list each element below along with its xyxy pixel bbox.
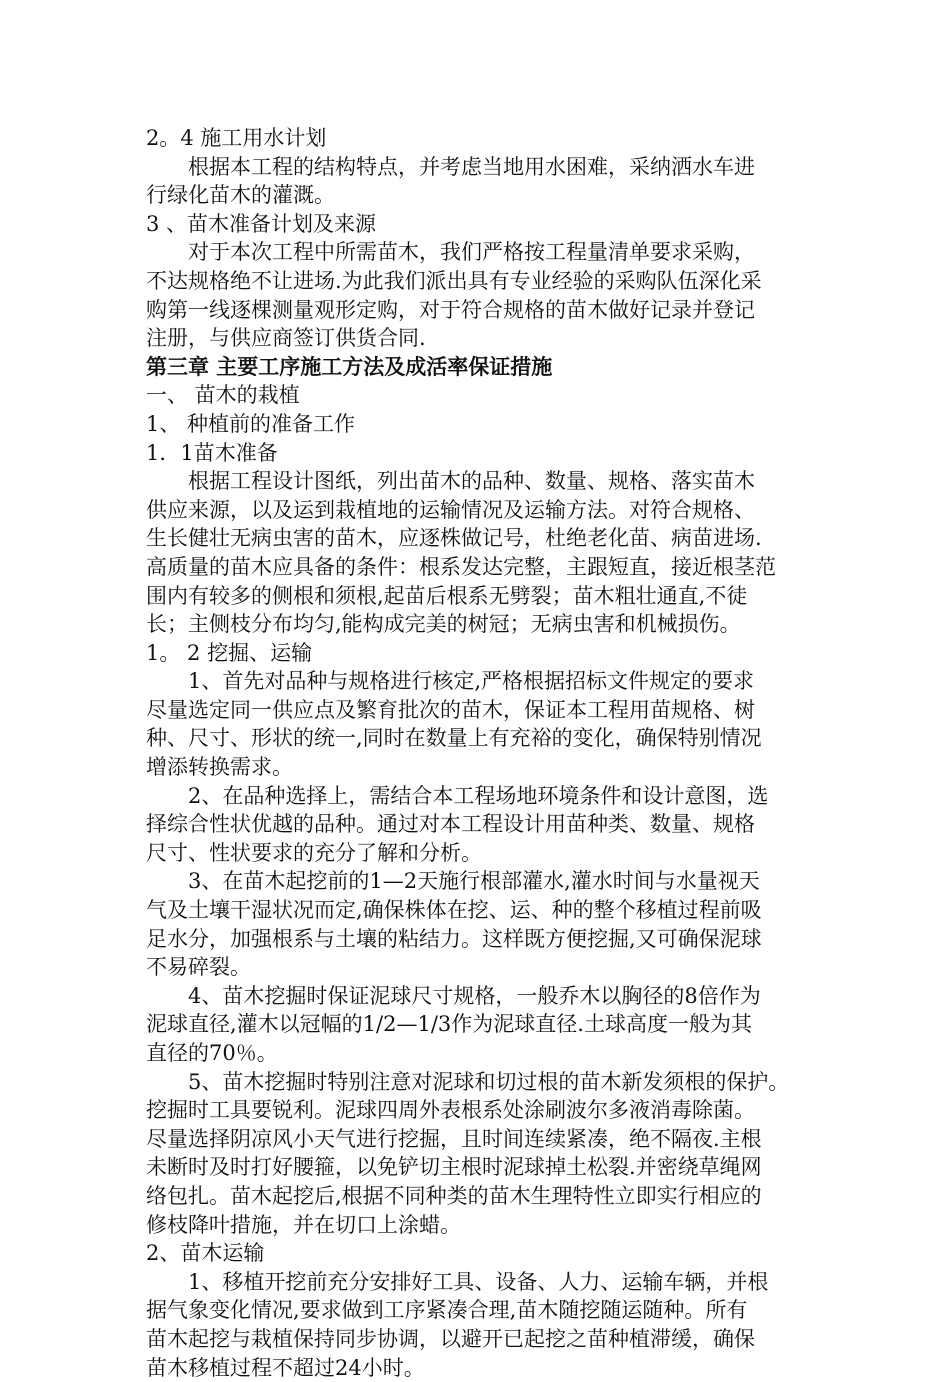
text-line: 修枝降叶措施，并在切口上涂蜡。 <box>146 1212 461 1237</box>
text-line: 足水分，加强根系与土壤的粘结力。这样既方便挖掘,又可确保泥球 <box>146 926 762 951</box>
text-line: 泥球直径,灌木以冠幅的1/2—1/3作为泥球直径.土球高度一般为其 <box>146 1012 752 1037</box>
text-line: 未断时及时打好腰箍，以免铲切主根时泥球掉土松裂.并密绕草绳网 <box>146 1155 762 1180</box>
text-line: 不易碎裂。 <box>146 955 251 980</box>
text-line: 挖掘时工具要锐利。泥球四周外表根系处涂刷波尔多液消毒除菌。 <box>146 1098 755 1123</box>
text-line: 1、移植开挖前充分安排好工具、设备、人力、运输车辆，并根 <box>188 1269 769 1294</box>
text-line: 3、在苗木起挖前的1—2天施行根部灌水,灌水时间与水量视天 <box>188 869 760 894</box>
text-line: 苗木移植过程不超过24小时。 <box>146 1355 425 1380</box>
text-line: 2、在品种选择上，需结合本工程场地环境条件和设计意图，选 <box>188 783 769 808</box>
text-line: 行绿化苗木的灌溉。 <box>146 183 335 208</box>
text-line: 根据本工程的结构特点，并考虑当地用水困难，采纳洒水车进 <box>188 154 755 179</box>
text-line: 据气象变化情况,要求做到工序紧凑合理,苗木随挖随运随种。所有 <box>146 1298 748 1323</box>
text-line: 供应来源，以及运到栽植地的运输情况及运输方法。对符合规格、 <box>146 497 755 522</box>
text-line: 对于本次工程中所需苗木，我们严格按工程量清单要求采购， <box>188 240 755 265</box>
text-line: 尽量选定同一供应点及繁育批次的苗木，保证本工程用苗规格、树 <box>146 697 755 722</box>
text-line: 不达规格绝不让进场.为此我们派出具有专业经验的采购队伍深化采 <box>146 268 762 293</box>
text-line: 根据工程设计图纸，列出苗木的品种、数量、规格、落实苗木 <box>188 469 755 494</box>
text-line: 购第一线逐棵测量观形定购，对于符合规格的苗木做好记录并登记 <box>146 297 755 322</box>
text-line: 4、苗木挖掘时保证泥球尺寸规格，一般乔木以胸径的8倍作为 <box>188 983 761 1008</box>
text-line: 2。4 施工用水计划 <box>146 126 327 150</box>
text-line: 1。 2 挖掘、运输 <box>146 640 313 665</box>
text-line: 增添转换需求。 <box>146 755 293 780</box>
text-line: 生长健壮无病虫害的苗木，应逐株做记号，杜绝老化苗、病苗进场. <box>146 526 762 551</box>
text-line: 3 、苗木准备计划及来源 <box>146 211 377 236</box>
text-line: 1．1苗木准备 <box>146 440 278 465</box>
text-line: 围内有较多的侧根和须根,起苗后根系无劈裂；苗木粗壮通直,不徒 <box>146 583 748 608</box>
text-line: 1、 种植前的准备工作 <box>146 411 356 436</box>
text-line: 注册，与供应商签订供货合同. <box>146 326 426 351</box>
text-line: 5、苗木挖掘时特别注意对泥球和切过根的苗木新发须根的保护。 <box>188 1069 790 1094</box>
document-body <box>146 124 826 1382</box>
text-line: 择综合性状优越的品种。通过对本工程设计用苗种类、数量、规格 <box>146 812 755 837</box>
text-line: 气及土壤干湿状况而定,确保株体在挖、运、种的整个移植过程前吸 <box>146 898 762 923</box>
text-line: 尽量选择阴凉风小天气进行挖掘，且时间连续紧凑，绝不隔夜.主根 <box>146 1126 762 1151</box>
text-line: 长；主侧枝分布均匀,能构成完美的树冠；无病虫害和机械损伤。 <box>146 612 741 637</box>
text-line: 1、首先对品种与规格进行核定,严格根据招标文件规定的要求 <box>188 669 755 694</box>
text-line: 种、尺寸、形状的统一,同时在数量上有充裕的变化，确保特别情况 <box>146 726 762 751</box>
text-line: 络包扎。苗木起挖后,根据不同种类的苗木生理特性立即实行相应的 <box>146 1183 762 1208</box>
text-line: 苗木起挖与栽植保持同步协调，以避开已起挖之苗种植滞缓，确保 <box>146 1326 755 1351</box>
text-line: 一、 苗木的栽植 <box>146 383 300 408</box>
text-line: 尺寸、性状要求的充分了解和分析。 <box>146 840 482 865</box>
text-line: 2、苗木运输 <box>146 1241 265 1266</box>
chapter-heading: 第三章 主要工序施工方法及成活率保证措施 <box>146 353 553 379</box>
text-line: 直径的70％。 <box>146 1041 278 1065</box>
text-line: 高质量的苗木应具备的条件：根系发达完整，主跟短直，接近根茎范 <box>146 554 776 579</box>
